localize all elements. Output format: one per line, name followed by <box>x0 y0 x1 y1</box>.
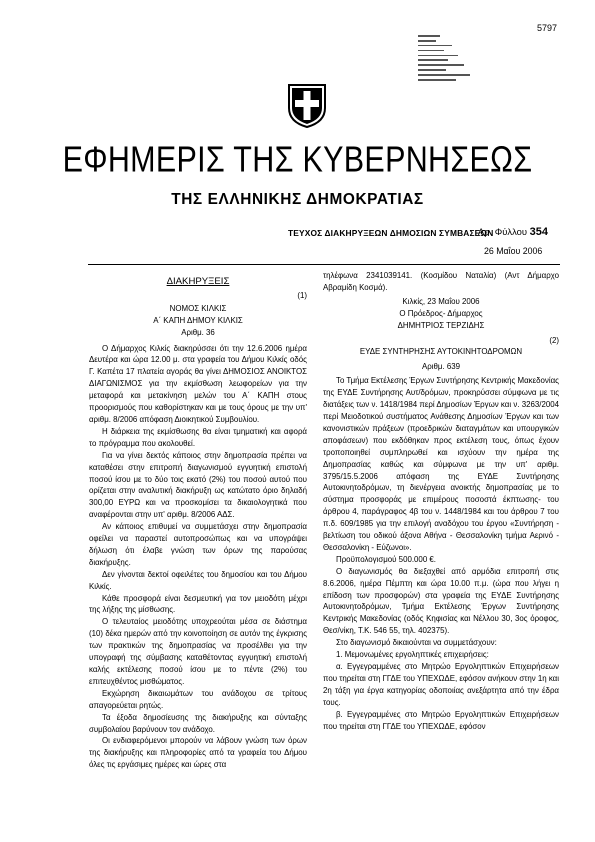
issue-date: 26 Μαΐου 2006 <box>484 246 543 256</box>
paragraph: Κάθε προσφορά είναι δεσμευτική για τον μειοδότη μέχρι της λήξης της μίσθωσης. <box>89 593 307 615</box>
paragraph: Ο τελευταίος μειοδότης υποχρεούται μέσα σε διάστημα (10) δέκα ημερών από την κοινοποίηση σε αυτόν της έγκρισης των πρακτικών της δημοπρασίας να προσέλθει για την υπογραφή της σύμβασης καταθέτοντας εγγυητική επιστολή καλής εκτέλεσης ποσού ίσου με το πέντε (2%) του επιτευχθέντος μισθώματος. <box>89 617 307 686</box>
paragraph: Εκχώρηση δικαιωμάτων του ανάδοχου σε τρίτους απαγορεύεται ρητώς. <box>89 688 307 710</box>
note-number: (1) <box>297 290 307 300</box>
paragraph: β. Εγγεγραμμένες στο Μητρώο Εργοληπτικών Επιχειρήσεων που τηρείται στη ΓΓΔΕ του ΥΠΕΧΩΔΕ, εφόσον <box>323 709 559 731</box>
reference-number: Αριθμ. 639 <box>422 362 460 372</box>
paragraph: Το Τμήμα Εκτέλεσης Έργων Συντήρησης Κεντρικής Μακεδονίας της ΕΥΔΕ Συντήρησης Αυτ/δρόμων, προκηρύσσει σύμφωνα με τις διατάξεις των ν. 1418/1984 περί Δημοσίων Έργων και ν. 3263/2004 περί Μειοδοτικού συστήματος Ανάθεσης Δημοσίων Έργων και των κανονιστικών πράξεων (προεδρικών διαταγμάτων και υπουργικών αποφάσεων) που εκδόθηκαν προς εκτέλεση τους, όπως έχουν τροποποιηθεί συμπληρωθεί και ισχύουν την ημέρα της Δημοπρασίας καθώς και σύμφωνα με την υπ' αριθμ. 3795/15.5.2006 απόφαση της ΕΥΔΕ Συντήρησης Αυτοκινητοδρόμων, τη διενέργεια ανοικτής δημοπρασίας με το σύστημα προσφοράς με επιμέρους ποσοστά έκπτωσης- του άρθρου 4, παράγραφος 4β του ν. 1448/1984 και του άρθρου 7 του π.δ. 609/1985 για την επιλογή αναδόχου του έργου «Συντήρηση - βελτίωση του οδικού άξονα Αθήνα - Θεσσαλονίκη τμήμα Αερινό - Θεσσαλονίκη - Εύζωνοι». <box>323 376 559 552</box>
gazette-title: ΕΦΗΜΕΡΙΣ ΤΗΣ ΚΥΒΕΡΝΗΣΕΩΣ <box>62 139 533 180</box>
issue-type: ΤΕΥΧΟΣ ΔΙΑΚΗΡΥΞΕΩΝ ΔΗΜΟΣΙΩΝ ΣΥΜΒΑΣΕΩΝ <box>288 228 494 238</box>
paragraph: 1. Μεμονωμένες εργοληπτικές επιχειρήσεις: <box>336 650 489 660</box>
paragraph: Δεν γίνονται δεκτοί οφειλέτες του δημοσίου και του Δήμου Κιλκίς. <box>89 569 307 591</box>
page-number: 5797 <box>537 23 558 33</box>
sheet-label: Αρ. Φύλλου <box>478 226 527 237</box>
coat-of-arms-emblem <box>285 82 329 128</box>
continuation-text: τηλέφωνα 2341039141. (Κοσμίδου Ναταλία) (Αντ Δήμαρχο Αβραμίδη Κοσμά). <box>323 271 559 292</box>
reference-number: Αριθμ. 36 <box>181 327 215 337</box>
left-column <box>89 276 307 771</box>
paragraph: Τα έξοδα δημοσίευσης της διακήρυξης και σύνταξης συμβολαίου βαρύνουν τον ανάδοχο. <box>89 712 307 734</box>
paragraph: Προϋπολογισμού 500.000 €. <box>336 554 436 564</box>
authority-line: Α΄ ΚΑΠΗ ΔΗΜΟΥ ΚΙΛΚΙΣ <box>153 315 243 325</box>
paragraph: Οι ενδιαφερόμενοι μπορούν να λάβουν γνώση των όρων της διακήρυξης και πληροφορίες από τα γραφεία του Δήμου όλες τις εργάσιμες ημέρες και ώρες στα <box>89 736 307 770</box>
authority-line: ΕΥΔΕ ΣΥΝΤΗΡΗΣΗΣ ΑΥΤΟΚΙΝΗΤΟΔΡΟΜΩΝ <box>359 347 523 357</box>
paragraph: Αν κάποιος επιθυμεί να συμμετάσχει στην δημοπρασία οφείλει να παραστεί αυτοπροσώπως και να υπογράψει δήλωση ότι έλαβε γνώση των όρων της παρούσας διακήρυξης. <box>89 522 307 567</box>
signatory-title: Ο Πρόεδρος- Δήμαρχος <box>399 308 483 318</box>
publisher-info-block <box>418 35 473 84</box>
paragraph: Στο διαγωνισμό δικαιούνται να συμμετάσχουν: <box>336 638 497 648</box>
paragraph: Για να γίνει δεκτός κάποιος στην δημοπρασία πρέπει να καταθέσει στην επιτροπή διαγωνισμού εγγυητική επιστολή ποσού ίσου με το δύο τοις εκατό (2%) του ποσού αυτού που ορίζεται στην αναλυτική διακήρυξη ως κατώτατο όριο δηλαδή 300,00 ΕΥΡΩ και να προσκομίσει τα δικαιολογητικά που αναφέρονται στην υπ' αριθμ. 8/2006 ΑΔΣ. <box>89 450 307 520</box>
note-number: (2) <box>549 335 559 345</box>
header-divider <box>88 264 560 265</box>
signatory-name: ΔΗΜΗΤΡΙΟΣ ΤΕΡΖΙΔΗΣ <box>397 320 485 330</box>
paragraph: Ο διαγωνισμός θα διεξαχθεί από αρμόδια επιτροπή στις 8.6.2006, ημέρα Πέμπτη και ώρα 10.00 π.μ. (ώρα που λήγει η επίδοση των προσφορών) στα γραφεία της ΕΥΔΕ Συντήρησης Αυτοκινητοδρόμων, Τμήμα Εκτέλεσης Έργων Συντήρησης Κεντρικής Μακεδονίας (οδός Κηφισίας και Νέλλου 30, 3ος όροφος, Θεσ/νίκη, Τ.Κ. 546 55, τηλ. 402375). <box>323 566 559 636</box>
sheet-number-value: 354 <box>529 226 548 238</box>
paragraph: Η διάρκεια της εκμίσθωσης θα είναι τμηματική και αφορά το πρόγραμμα που ακολουθεί. <box>89 426 307 448</box>
sheet-number <box>478 226 548 238</box>
paragraph: Ο Δήμαρχος Κιλκίς διακηρύσσει ότι την 12.6.2006 ημέρα Δευτέρα και ώρα 12.00 μ. στα γραφεία του Δήμου Κιλκίς οδός Γ. Καπέτα 17 πλατεία αγοράς θα γίνει ΔΗΜΟΣΙΟΣ ΑΝΟΙΚΤΟΣ ΔΙΑΓΩΝΙΣΜΟΣ για την εκμίσθωση λεωφορείων για την μεταφορά και μετακίνηση μελών του Α΄ ΚΑΠΗ στους προορισμούς που καθορίστηκαν και με τους όρους με την υπ' αριθμ. 8/2006 απόφαση Διοικητικού Συμβουλίου. <box>89 343 307 424</box>
paragraph: α. Εγγεγραμμένες στο Μητρώο Εργοληπτικών Επιχειρήσεων που τηρείται στη ΓΓΔΕ του ΥΠΕΧΩΔΕ, εφόσον ανήκουν στην 1η και 2η τάξη για έργα κατηγορίας οδοποιίας ανεξάρτητα από την έδρα τους. <box>323 662 559 707</box>
gazette-subtitle: ΤΗΣ ΕΛΛΗΝΙΚΗΣ ΔΗΜΟΚΡΑΤΙΑΣ <box>171 191 424 208</box>
place-date: Κιλκίς, 23 Μαΐου 2006 <box>402 296 480 306</box>
right-column <box>323 270 559 732</box>
section-heading: ΔΙΑΚΗΡΥΞΕΙΣ <box>166 276 230 287</box>
authority-line: ΝΟΜΟΣ ΚΙΛΚΙΣ <box>169 303 227 313</box>
